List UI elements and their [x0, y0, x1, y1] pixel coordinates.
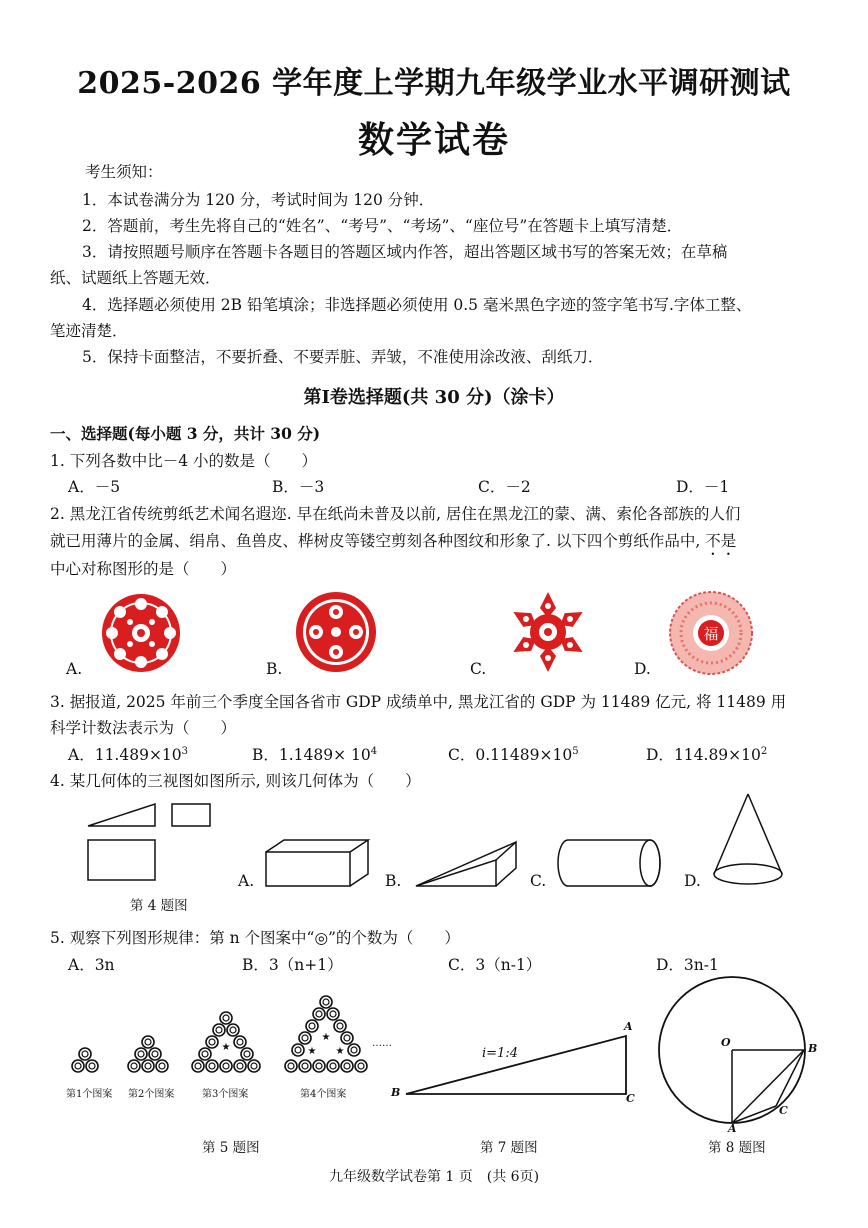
svg-text:★: ★: [335, 1046, 345, 1057]
top-view: [88, 840, 155, 880]
q5-option-d: D．3n-1: [656, 956, 719, 974]
cuboid-image: [262, 836, 374, 890]
q2-label-a: A.: [66, 660, 83, 678]
fu-character: 福: [703, 625, 719, 643]
notice-item: 4．选择题必须使用 2B 铅笔填涂；非选择题必须使用 0.5 毫米黑色字迹的签字笔书写.字体工整、: [82, 296, 752, 314]
notice-item: 5．保持卡面整洁，不要折叠、不要弄脏、弄皱，不准使用涂改液、刮纸刀．: [82, 348, 604, 366]
notice-item: 2．答题前，考生先将自己的“姓名”、“考号”、“考场”、“座位号”在答题卡上填写清楚．: [82, 217, 683, 235]
three-view-figure: [80, 798, 220, 888]
fig7-caption: 第 7 题图: [480, 1140, 538, 1156]
papercut-c-image: [506, 590, 590, 674]
svg-text:★: ★: [221, 1042, 231, 1053]
notice-item-cont: 纸、试题纸上答题无效．: [50, 269, 221, 287]
svg-text:★: ★: [307, 1046, 317, 1057]
page-footer: 九年级数学试卷第 1 页 (共 6页): [328, 1169, 540, 1185]
fig8-point-b: B: [808, 1042, 818, 1055]
prism-image: [412, 838, 522, 890]
q3-option-d: D．$114.89\times 10^2$: [646, 745, 768, 764]
fig7-point-a: A: [624, 1020, 633, 1033]
pattern-label-1: 第1个图案: [66, 1089, 113, 1100]
q2-label-b: B.: [266, 660, 283, 678]
q5-stem: 5. 观察下列图形规律：第 n 个图案中“◎”的个数为（ ）: [50, 929, 460, 947]
q3-line1: 3. 据报道, 2025 年前三个季度全国各省市 GDP 成绩单中, 黑龙江省的 GDP 为 11489 亿元, 将 11489 用: [50, 693, 787, 711]
slope-ratio: i=1:4: [482, 1046, 518, 1061]
notice-item: 3．请按照题号顺序在答题卡各题目的答题区域内作答，超出答题区域书写的答案无效；在草稿: [82, 243, 728, 261]
q1-stem: 1. 下列各数中比－4 小的数是（ ）: [50, 452, 318, 470]
cylinder-image: [558, 836, 666, 890]
q5-caption: 第 5 题图: [202, 1140, 260, 1156]
q2-line2: 就已用薄片的金属、绢帛、鱼兽皮、桦树皮等镂空剪刻各种图纹和形象了. 以下四个剪纸作品中, 不是: [50, 532, 737, 550]
q1-option-d: D．－1: [676, 478, 730, 496]
q4-label-b: B.: [385, 872, 402, 890]
front-view: [88, 804, 155, 826]
svg-text:★: ★: [321, 1032, 331, 1043]
q4-label-a: A.: [238, 872, 255, 890]
papercut-b-image: [294, 590, 378, 674]
pattern-3: [192, 1012, 260, 1072]
exam-title: 2025-2026 学年度上学期九年级学业水平调研测试: [77, 66, 791, 101]
q5-option-a: A．3n: [68, 956, 115, 974]
circle-figure: [654, 978, 824, 1128]
pattern-label-2: 第2个图案: [128, 1089, 175, 1100]
papercut-a-image: [100, 592, 182, 674]
fig8-point-a: A: [728, 1122, 737, 1135]
fig8-point-c: C: [779, 1104, 788, 1117]
pattern-label-4: 第4个图案: [300, 1089, 347, 1100]
q2-line3: 中心对称图形的是（ ）: [50, 560, 237, 578]
pattern-ellipsis: ……: [372, 1038, 392, 1049]
pattern-1: [72, 1048, 98, 1072]
papercut-d-image: [668, 590, 754, 676]
q4-label-d: D.: [684, 872, 701, 890]
q2-label-d: D.: [634, 660, 651, 678]
q5-option-c: C．3（n-1）: [448, 956, 542, 974]
q3-option-c: C．$0.11489\times 10^5$: [448, 745, 579, 764]
q2-line1: 2. 黑龙江省传统剪纸艺术闻名遐迩. 早在纸尚未普及以前, 居住在黑龙江的蒙、满、索伦各部族的人们: [50, 505, 741, 523]
notice-heading: 考生须知：: [85, 163, 163, 181]
fig8-point-o: O: [721, 1036, 731, 1049]
fig7-point-b: B: [391, 1086, 401, 1099]
side-view: [172, 804, 210, 826]
q1-option-b: B．－3: [272, 478, 325, 496]
q4-label-c: C.: [530, 872, 547, 890]
cone-image: [710, 790, 786, 890]
q2-label-c: C.: [470, 660, 487, 678]
q5-option-b: B．3（n+1）: [242, 956, 343, 974]
q1-option-c: C．－2: [478, 478, 531, 496]
pattern-2: [128, 1036, 168, 1072]
fig8-caption: 第 8 题图: [708, 1140, 766, 1156]
q3-option-b: B．$1.1489\times 10^4$: [252, 745, 378, 764]
pattern-label-3: 第3个图案: [202, 1089, 249, 1100]
q4-caption: 第 4 题图: [130, 898, 188, 914]
part-heading: 一、选择题(每小题 3 分，共计 30 分): [50, 424, 321, 443]
pattern-4: [285, 996, 367, 1072]
notice-item-cont: 笔迹清楚．: [50, 322, 128, 340]
q2-emphasis: 不是: [705, 532, 737, 550]
section-title: 第Ⅰ卷选择题(共 30 分)（涂卡）: [303, 387, 565, 408]
fig7-point-c: C: [626, 1092, 635, 1105]
slope-figure: [392, 1020, 642, 1110]
q4-stem: 4. 某几何体的三视图如图所示, 则该几何体为（ ）: [50, 772, 421, 790]
q3-line2: 科学计数法表示为（ ）: [50, 719, 237, 737]
notice-item: 1．本试卷满分为 120 分，考试时间为 120 分钟．: [82, 191, 435, 209]
q3-option-a: A．$11.489\times 10^3$: [68, 745, 189, 764]
q1-option-a: A．－5: [68, 478, 121, 496]
exam-subtitle: 数学试卷: [357, 119, 510, 161]
